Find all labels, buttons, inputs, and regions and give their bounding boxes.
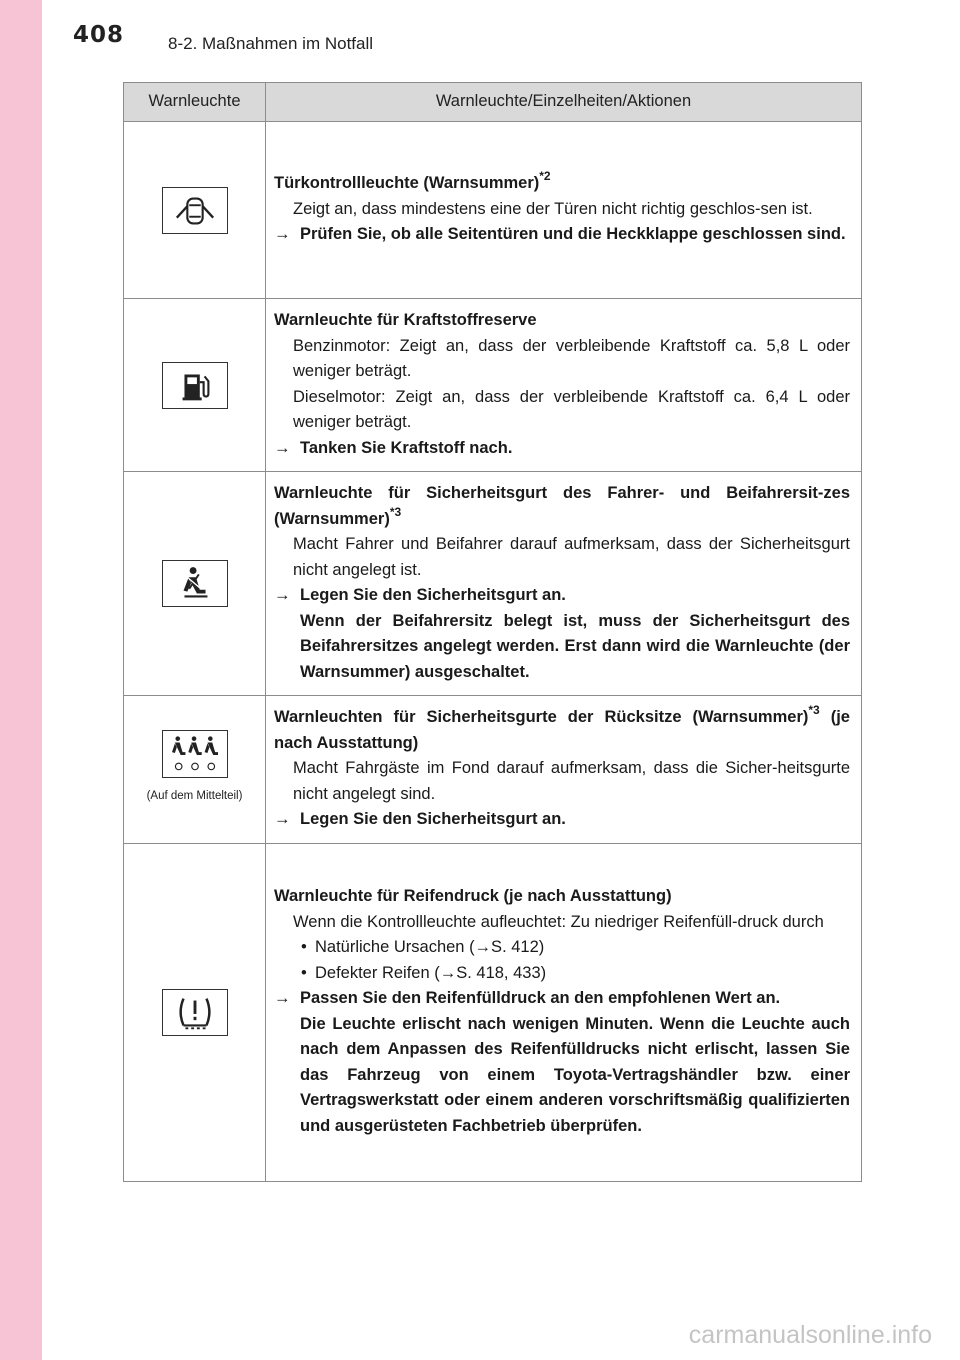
icon-cell bbox=[124, 299, 266, 472]
warning-light-table bbox=[123, 82, 862, 1182]
entry-title: Türkontrollleuchte (Warnsummer)$^{*2}$ bbox=[274, 169, 551, 193]
action-text: → Prüfen Sie, ob alle Seitentüren und die Heckklappe geschlossen sind. bbox=[274, 222, 850, 248]
table-row-fuel bbox=[124, 299, 862, 472]
entry-title: Warnleuchte für Reifendruck (je nach Ausstattung) bbox=[274, 887, 672, 905]
description: Macht Fahrgäste im Fond darauf aufmerksam, dass die Sicher-heitsgurte nicht angelegt sind. bbox=[293, 759, 850, 803]
details-cell bbox=[266, 122, 862, 299]
table-row-tire-pressure bbox=[124, 843, 862, 1181]
description: Wenn die Kontrollleuchte aufleuchtet: Zu niedriger Reifenfüll-druck durch bbox=[293, 912, 824, 931]
action-text: → Legen Sie den Sicherheitsgurt an. bbox=[274, 807, 850, 833]
icon-cell bbox=[124, 472, 266, 696]
table-row-rear-seatbelts bbox=[124, 696, 862, 844]
description: Dieselmotor: Zeigt an, dass der verbleibende Kraftstoff ca. 6,4 L oder weniger beträgt. bbox=[293, 387, 850, 431]
table-row-door bbox=[124, 122, 862, 299]
action-text: → Tanken Sie Kraftstoff nach. bbox=[274, 436, 850, 462]
tire-pressure-icon bbox=[162, 989, 228, 1036]
arrow-right-icon: → bbox=[274, 438, 291, 457]
section-title: 8-2. Maßnahmen im Notfall bbox=[168, 34, 374, 53]
action-text: → Passen Sie den Reifenfülldruck an den empfohlenen Wert an. bbox=[274, 986, 850, 1012]
icon-cell bbox=[124, 122, 266, 299]
arrow-right-icon: → bbox=[274, 989, 291, 1007]
column-header-warning-light: Warnleuchte bbox=[124, 83, 266, 122]
details-cell bbox=[266, 696, 862, 844]
rear-seatbelts-icon bbox=[162, 730, 228, 778]
door-open-icon bbox=[162, 187, 228, 234]
fuel-pump-icon bbox=[162, 362, 228, 409]
description: Zeigt an, dass mindestens eine der Türen nicht richtig geschlos-sen ist. bbox=[293, 199, 813, 218]
page-number: 408 bbox=[73, 22, 125, 48]
arrow-right-icon: → bbox=[274, 810, 291, 828]
section-tab-bar bbox=[0, 0, 42, 1360]
entry-title: Warnleuchte für Sicherheitsgurt des Fahrer- und Beifahrersit-zes (Warnsummer)$^{*3}$ bbox=[274, 484, 850, 528]
arrow-right-icon: → bbox=[274, 586, 291, 604]
seatbelt-icon bbox=[162, 560, 228, 607]
table-row-seatbelt bbox=[124, 472, 862, 696]
entry-title: Warnleuchten für Sicherheitsgurte der Rücksitze (Warnsummer)$^{*3}$ (je nach Ausstattung) bbox=[274, 703, 850, 752]
action-note: Die Leuchte erlischt nach wenigen Minuten. Wenn die Leuchte auch nach dem Anpassen des Reifenfülldrucks nicht erlischt, lassen Sie das Fahrzeug von einem Toyota-Vertragshändler bzw. einer Vertragswerkstatt oder einem anderen vorschriftsmäßig qualifizierten und ausgerüsteten Fachbetrieb überprüfen. bbox=[300, 1014, 850, 1135]
entry-title: Warnleuchte für Kraftstoffreserve bbox=[274, 311, 537, 329]
details-cell bbox=[266, 843, 862, 1181]
description: Macht Fahrer und Beifahrer darauf aufmerksam, dass der Sicherheitsgurt nicht angelegt ist. bbox=[293, 535, 850, 579]
details-cell bbox=[266, 299, 862, 472]
icon-location-note: (Auf dem Mittelteil) bbox=[146, 789, 243, 802]
list-item: • Defekter Reifen (→S. 418, 433) bbox=[301, 963, 547, 982]
action-note: Wenn der Beifahrersitz belegt ist, muss der Sicherheitsgurt des Beifahrersitzes angelegt werden. Erst dann wird die Warnleuchte (der Warnsummer) ausgeschaltet. bbox=[300, 611, 850, 681]
description: Benzinmotor: Zeigt an, dass der verbleibende Kraftstoff ca. 5,8 L oder weniger beträgt. bbox=[293, 336, 850, 380]
details-cell bbox=[266, 472, 862, 696]
list-item: • Natürliche Ursachen (→S. 412) bbox=[301, 938, 545, 956]
table-header-row bbox=[124, 83, 862, 122]
icon-cell bbox=[124, 696, 266, 844]
arrow-right-icon: → bbox=[274, 225, 291, 244]
action-text: → Legen Sie den Sicherheitsgurt an. bbox=[274, 583, 850, 609]
icon-cell bbox=[124, 843, 266, 1181]
watermark: carmanualsonline.info bbox=[688, 1321, 932, 1349]
column-header-details-actions: Warnleuchte/Einzelheiten/Aktionen bbox=[266, 83, 862, 122]
